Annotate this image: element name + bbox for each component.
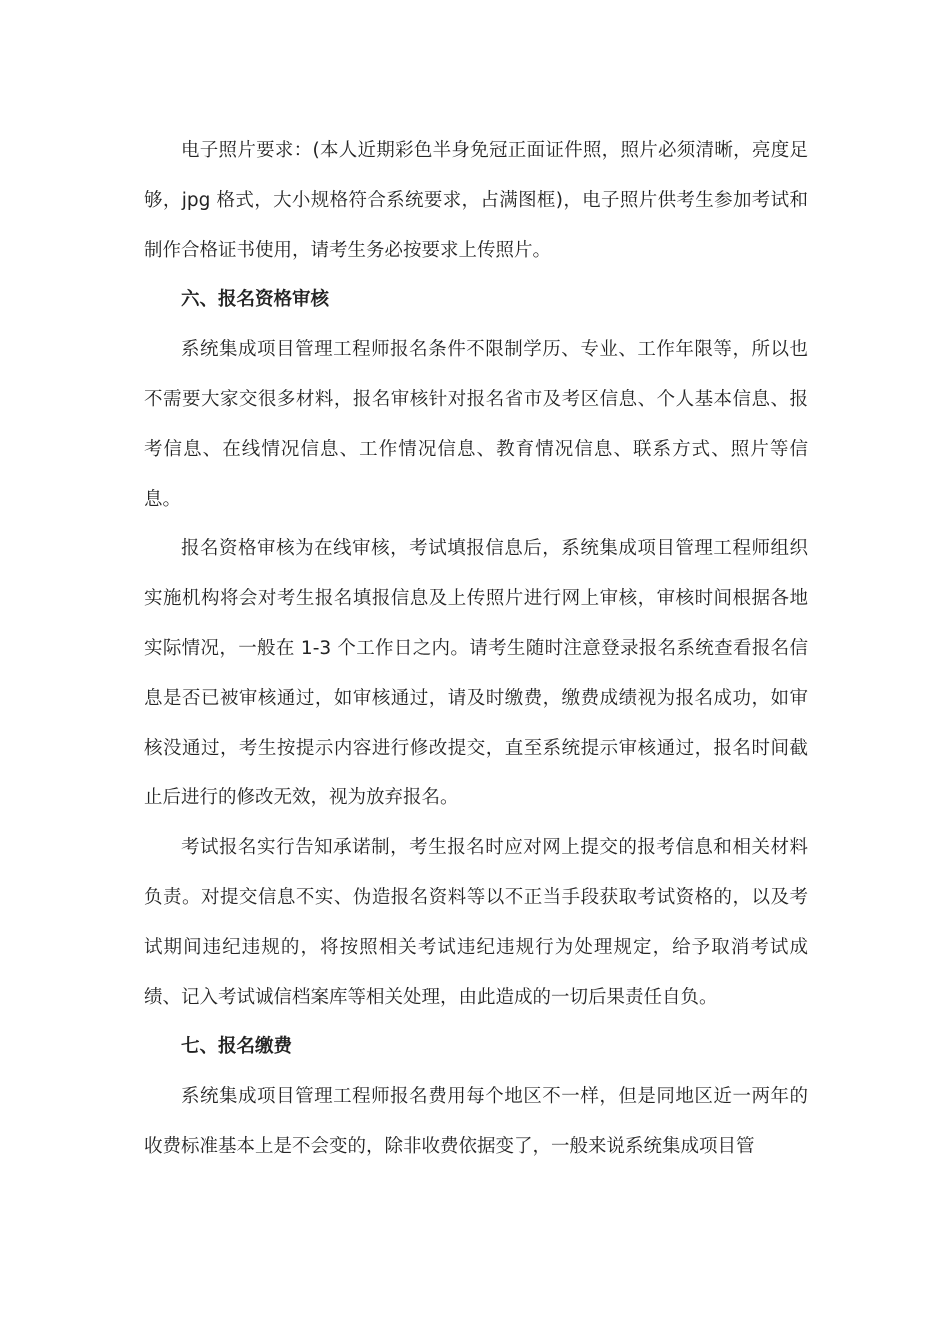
paragraph-commitment-system: 考试报名实行告知承诺制，考生报名时应对网上提交的报考信息和相关材料负责。对提交信息不实、伪造报名资料等以不正当手段获取考试资格的，以及考试期间违纪违规的，将按照相关考试违纪违规行为处理规定，给予取消考试成绩、记入考试诚信档案库等相关处理，由此造成的一切后果责任自负。 [144, 837, 808, 1008]
paragraph-online-review: 报名资格审核为在线审核，考试填报信息后，系统集成项目管理工程师组织实施机构将会对考生报名填报信息及上传照片进行网上审核，审核时间根据各地实际情况，一般在 1-3 个工作日之内。请考生随时注意登录报名系统查看报名信息是否已被审核通过，如审核通过，请及时缴费，缴费成绩视为报名成功，如审核没通过，考生按提示内容进行修改提交，直至系统提示审核通过，报名时间截止后进行的修改无效，视为放弃报名。 [144, 538, 808, 809]
paragraph-review-scope: 系统集成项目管理工程师报名条件不限制学历、专业、工作年限等，所以也不需要大家交很多材料，报名审核针对报名省市及考区信息、个人基本信息、报考信息、在线情况信息、工作情况信息、教育情况信息、联系方式、照片等信息。 [144, 339, 808, 510]
section-heading-qualification-review: 六、报名资格审核 [181, 289, 330, 311]
paragraph-photo-requirements: 电子照片要求：(本人近期彩色半身免冠正面证件照，照片必须清晰，亮度足够，jpg 格式，大小规格符合系统要求，占满图框)，电子照片供考生参加考试和制作合格证书使用，请考生务必按要求上传照片。 [144, 140, 808, 261]
document-body [144, 126, 808, 1172]
paragraph-fee-standard: 系统集成项目管理工程师报名费用每个地区不一样，但是同地区近一两年的收费标准基本上是不会变的，除非收费依据变了，一般来说系统集成项目管 [144, 1086, 808, 1157]
section-heading-registration-fee: 七、报名缴费 [181, 1036, 293, 1058]
